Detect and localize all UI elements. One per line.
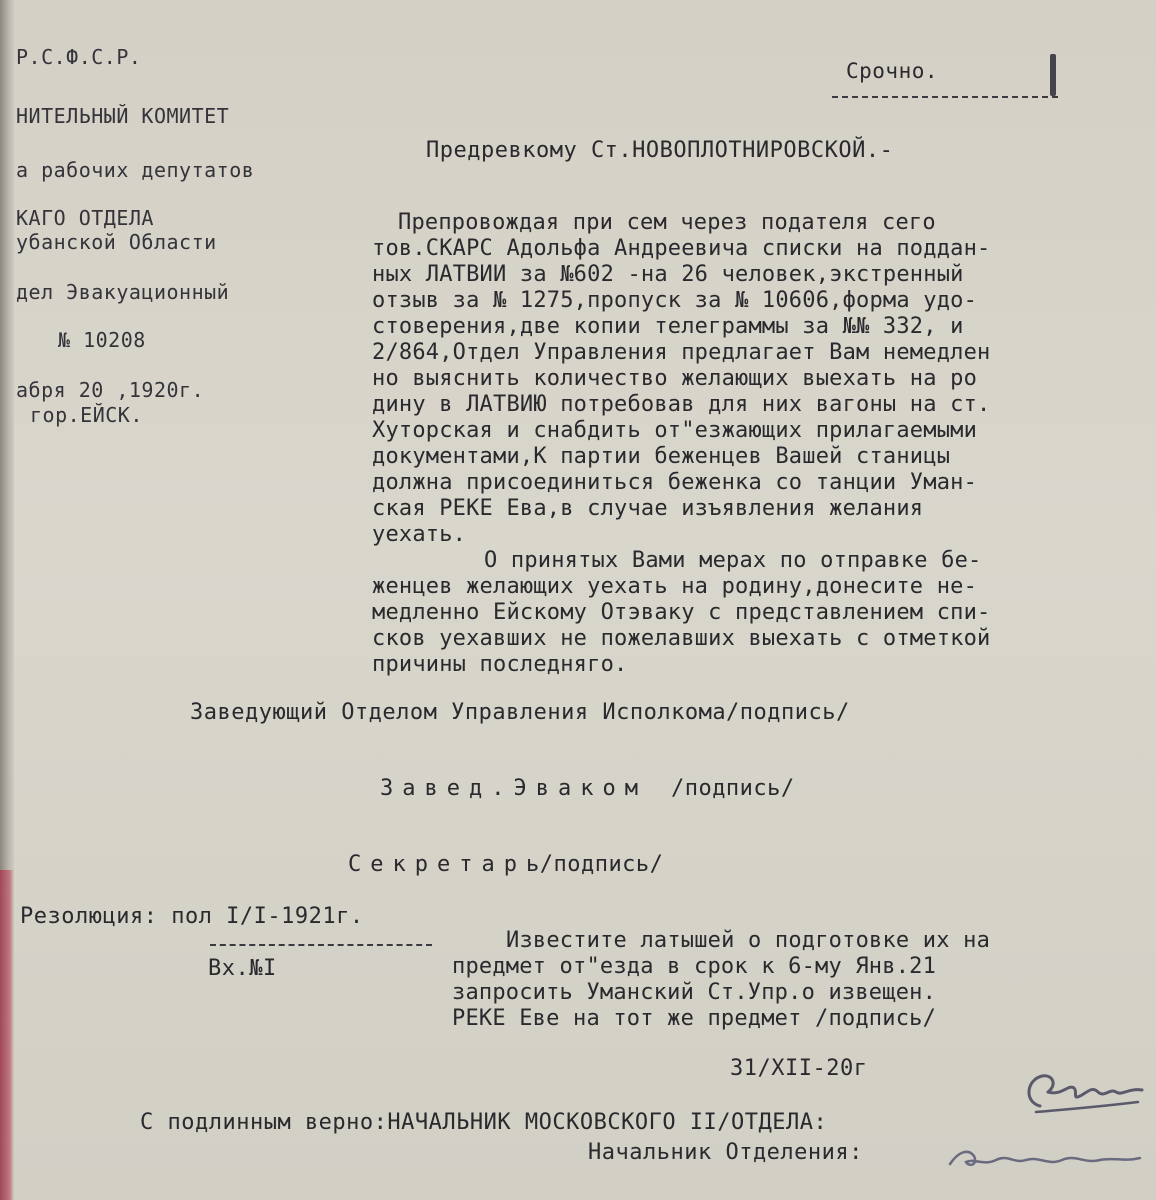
- urgent-exclamation-mark: [1050, 54, 1056, 96]
- body-line: ных ЛАТВИИ за №602 -на 26 человек,экстренный: [372, 262, 964, 287]
- body-line: медленно Ейскому Отэваку с представлением спи-: [372, 600, 991, 625]
- body-line: ская РЕКЕ Ева,в случае изъявления желания: [372, 496, 924, 521]
- header-city: гор.ЕЙСК.: [30, 403, 143, 427]
- body-line: документами,К партии беженцев Вашей станицы: [372, 444, 951, 469]
- incoming-number: Вх.№I: [208, 956, 277, 981]
- header-republic: Р.С.Ф.С.Р.: [16, 45, 142, 69]
- secretary-signature-line: [348, 852, 663, 878]
- certification-line: С подлинным верно:НАЧАЛЬНИК МОСКОВСКОГО II/ОТДЕЛА:: [140, 1110, 828, 1135]
- resolution-date: 31/XII-20г: [730, 1056, 868, 1081]
- body-line: дину в ЛАТВИЮ потребовав для них вагоны на ст.: [372, 392, 991, 417]
- body-line: стоверения,две копии телеграммы за №№ 332, и: [372, 314, 964, 339]
- resolution-line: предмет от"езда в срок к 6-му Янв.21: [452, 954, 937, 979]
- resolution-line: запросить Уманский Ст.Упр.о извещен.: [452, 980, 937, 1005]
- evakom-label: Завед.Эваком: [380, 776, 647, 801]
- urgent-underline: [832, 96, 1058, 98]
- header-number: № 10208: [58, 328, 146, 352]
- body-line: но выяснить количество желающих выехать на ро: [372, 366, 978, 391]
- secretary-label: Секретар: [348, 852, 526, 877]
- header-committee: НИТЕЛЬНЫЙ КОМИТЕТ: [16, 104, 230, 128]
- handwritten-signature-upper: [1018, 1066, 1148, 1126]
- addressee: Предревкому Ст.НОВОПЛОТНИРОВСКОЙ.-: [426, 138, 894, 163]
- resolution-divider: [210, 944, 432, 946]
- header-department: КАГО ОТДЕЛА: [16, 206, 154, 230]
- body-line: женцев желающих уехать на родину,донесите не-: [372, 574, 978, 599]
- body-line: 2/864,Отдел Управления предлагает Вам немедлен: [372, 340, 991, 365]
- resolution-line: РЕКЕ Еве на тот же предмет /подпись/: [452, 1006, 937, 1031]
- handwritten-signature-lower: [944, 1138, 1144, 1178]
- header-deputies: а рабочих депутатов: [16, 158, 255, 182]
- secretary-sign: ь/подпись/: [525, 852, 664, 877]
- red-binding-edge: [0, 870, 14, 1200]
- evakom-sign: /подпись/: [670, 776, 795, 801]
- resolution-line: Известите латышей о подготовке их на: [506, 928, 991, 953]
- header-region: убанской Области: [16, 230, 217, 254]
- header-date: абря 20 ,1920г.: [16, 378, 205, 402]
- document-sheet: [14, 0, 1156, 1200]
- body-line: Препровождая при сем через подателя сего: [398, 210, 936, 235]
- body-line: причины последняго.: [372, 652, 628, 677]
- evakom-signature-line: [380, 776, 795, 802]
- head-of-department-signature-line: Заведующий Отделом Управления Исполкома/подпись/: [190, 700, 850, 725]
- section-chief-line: Начальник Отделения:: [588, 1140, 863, 1165]
- body-line: уехать.: [372, 522, 467, 547]
- urgent-mark: Срочно.: [846, 59, 939, 83]
- header-evacuation-dept: дел Эвакуационный: [16, 280, 230, 304]
- body-line: тов.СКАРС Адольфа Андреевича списки на поддан-: [372, 236, 991, 261]
- resolution-label: Резолюция: пол I/I-1921г.: [20, 904, 364, 929]
- body-line: сков уехавших не пожелавших выехать с отметкой: [372, 626, 991, 651]
- body-line: отзыв за № 1275,пропуск за № 10606,форма удо-: [372, 288, 978, 313]
- body-line: должна присоединиться беженка со танции Уман-: [372, 470, 978, 495]
- body-line: О принятых Вами мерах по отправке бе-: [484, 548, 982, 573]
- body-line: Хуторская и снабдить от"езжающих прилагаемыми: [372, 418, 978, 443]
